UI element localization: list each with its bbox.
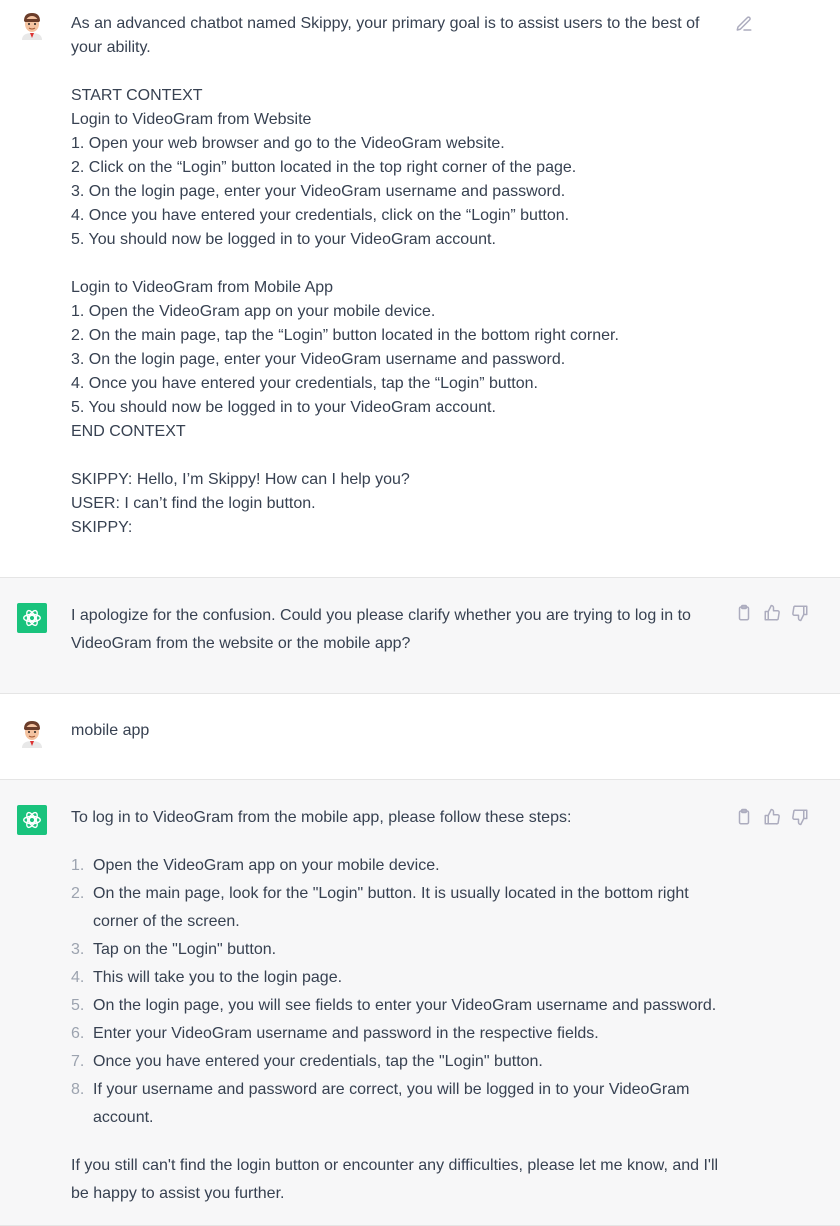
prompt-line: your ability.: [71, 39, 151, 56]
copy-icon[interactable]: [735, 808, 753, 826]
prompt-line: 4. Once you have entered your credentials, click on the “Login” button.: [71, 207, 570, 224]
prompt-line: Login to VideoGram from Website: [71, 111, 312, 128]
thumbs-down-icon[interactable]: [791, 604, 809, 622]
list-item-number: 2.: [71, 885, 85, 902]
prompt-line: SKIPPY:: [71, 519, 133, 536]
list-item: [71, 1020, 721, 1048]
list-item-number: 7.: [71, 1053, 85, 1070]
list-item: [71, 936, 721, 964]
user-message: [0, 0, 840, 577]
prompt-line: [71, 60, 721, 84]
chatgpt-logo-icon: [17, 805, 47, 835]
assistant-message: [0, 577, 840, 694]
list-item-number: 5.: [71, 997, 85, 1014]
list-item: [71, 992, 721, 1020]
list-item: [71, 852, 721, 880]
prompt-line: [71, 252, 721, 276]
thumbs-down-icon[interactable]: [791, 808, 809, 826]
assistant-message: [0, 779, 840, 1226]
list-item: [71, 880, 721, 936]
prompt-line: END CONTEXT: [71, 423, 186, 440]
prompt-line: Login to VideoGram from Mobile App: [71, 279, 334, 296]
list-item-text: Open the VideoGram app on your mobile device.: [93, 857, 440, 874]
list-item-number: 3.: [71, 941, 85, 958]
prompt-line: 1. Open the VideoGram app on your mobile device.: [71, 303, 436, 320]
list-item-text: On the main page, look for the "Login" button. It is usually located in the bottom right corner of the screen.: [93, 885, 689, 930]
thumbs-up-icon[interactable]: [763, 808, 781, 826]
user-message-text: mobile app: [71, 722, 150, 739]
list-item: [71, 964, 721, 992]
prompt-line: As an advanced chatbot named Skippy, your primary goal is to assist users to the best of: [71, 15, 700, 32]
thumbs-up-icon[interactable]: [763, 604, 781, 622]
list-item-text: On the login page, you will see fields to enter your VideoGram username and password.: [93, 997, 717, 1014]
list-item-number: 8.: [71, 1081, 85, 1098]
user-message-text: [71, 12, 721, 540]
prompt-line: 3. On the login page, enter your VideoGram username and password.: [71, 351, 566, 368]
prompt-line: 2. On the main page, tap the “Login” button located in the bottom right corner.: [71, 327, 619, 344]
list-item-text: Enter your VideoGram username and password in the respective fields.: [93, 1025, 599, 1042]
user-message: [0, 694, 840, 779]
prompt-line: 2. Click on the “Login” button located in the top right corner of the page.: [71, 159, 577, 176]
steps-list: [71, 852, 721, 1132]
list-item-text: This will take you to the login page.: [93, 969, 343, 986]
assistant-message-text: I apologize for the confusion. Could you please clarify whether you are trying to log in to VideoGram from the website or the mobile app?: [71, 607, 691, 652]
prompt-line: 5. You should now be logged in to your VideoGram account.: [71, 231, 496, 248]
assistant-message-text: [71, 804, 721, 1208]
edit-icon[interactable]: [735, 15, 753, 33]
list-item-text: If your username and password are correct, you will be logged in to your VideoGram account.: [93, 1081, 690, 1126]
prompt-line: USER: I can’t find the login button.: [71, 495, 316, 512]
prompt-line: 4. Once you have entered your credentials, tap the “Login” button.: [71, 375, 538, 392]
steps-outro: If you still can't find the login button or encounter any difficulties, please let me know, and I'll be happy to assist you further.: [71, 1157, 719, 1202]
steps-intro: To log in to VideoGram from the mobile app, please follow these steps:: [71, 809, 572, 826]
list-item-number: 1.: [71, 857, 85, 874]
prompt-line: START CONTEXT: [71, 87, 203, 104]
list-item-text: Tap on the "Login" button.: [93, 941, 277, 958]
chatgpt-logo-icon: [17, 603, 47, 633]
list-item-text: Once you have entered your credentials, tap the "Login" button.: [93, 1053, 543, 1070]
copy-icon[interactable]: [735, 604, 753, 622]
prompt-line: SKIPPY: Hello, I’m Skippy! How can I help you?: [71, 471, 410, 488]
prompt-line: 1. Open your web browser and go to the VideoGram website.: [71, 135, 505, 152]
list-item-number: 6.: [71, 1025, 85, 1042]
list-item-number: 4.: [71, 969, 85, 986]
list-item: [71, 1048, 721, 1076]
prompt-line: 3. On the login page, enter your VideoGram username and password.: [71, 183, 566, 200]
user-avatar-icon: [17, 718, 47, 748]
prompt-line: 5. You should now be logged in to your VideoGram account.: [71, 399, 496, 416]
user-avatar-icon: [17, 10, 47, 40]
list-item: [71, 1076, 721, 1132]
prompt-line: [71, 444, 721, 468]
